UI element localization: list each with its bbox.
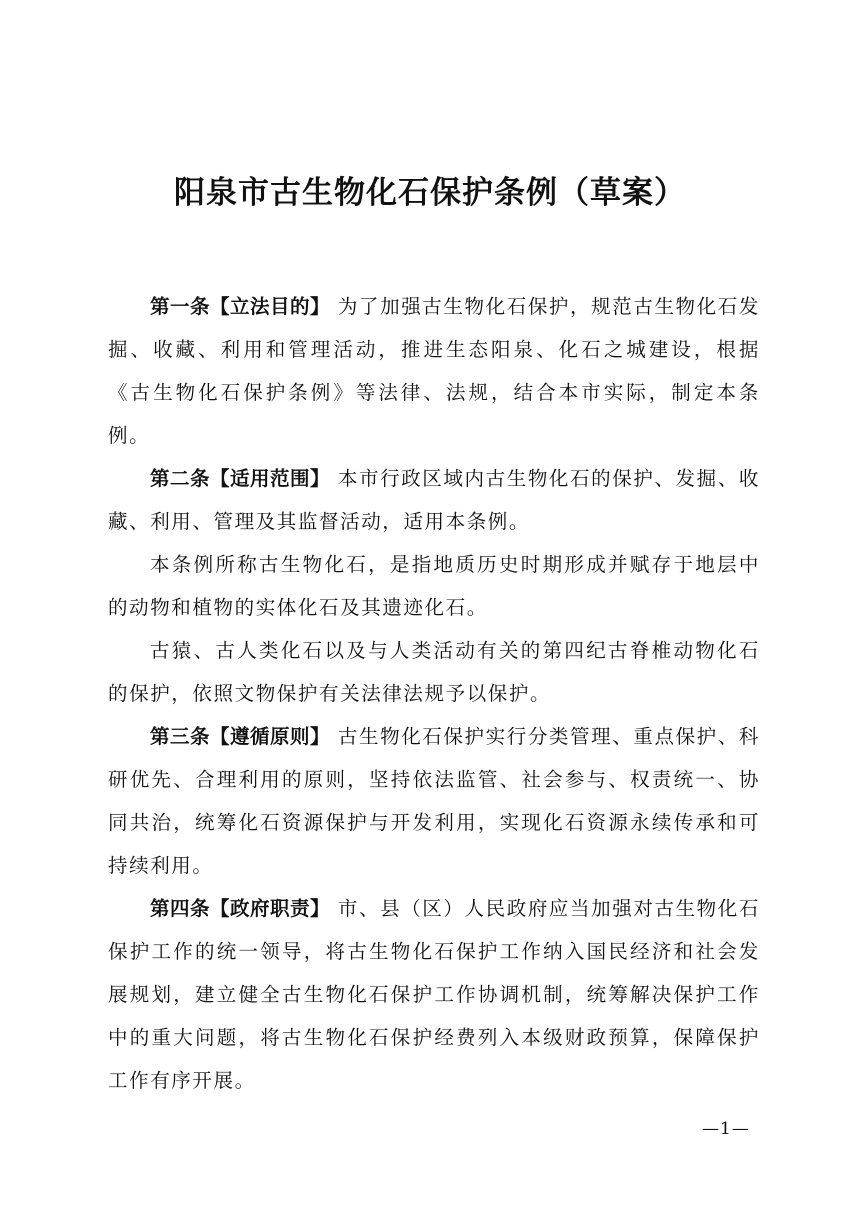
article-2-clause-3 (108, 629, 760, 715)
document-body (108, 285, 760, 1102)
article-2-clause-3-text: 古猿、古人类化石以及与人类活动有关的第四纪古脊椎动物化石的保护，依照文物保护有关法律法规予以保护。 (108, 639, 760, 705)
page-number: —1— (702, 1119, 750, 1139)
article-4-paragraph (108, 887, 760, 1102)
article-4-text: 市、县（区）人民政府应当加强对古生物化石保护工作的统一领导，将古生物化石保护工作纳入国民经济和社会发展规划，建立健全古生物化石保护工作协调机制，统筹解决保护工作中的重大问题，将古生物化石保护经费列入本级财政预算，保障保护工作有序开展。 (108, 897, 760, 1092)
article-3-heading: 第三条【遵循原则】 (150, 725, 331, 748)
article-1-text: 为了加强古生物化石保护，规范古生物化石发掘、收藏、利用和管理活动，推进生态阳泉、化石之城建设，根据《古生物化石保护条例》等法律、法规，结合本市实际，制定本条例。 (108, 295, 760, 447)
article-4-heading: 第四条【政府职责】 (150, 897, 331, 920)
article-2-text: 本市行政区域内古生物化石的保护、发掘、收藏、利用、管理及其监督活动，适用本条例。 (108, 467, 760, 533)
article-2-clause-2-text: 本条例所称古生物化石，是指地质历史时期形成并赋存于地层中的动物和植物的实体化石及其遗迹化石。 (108, 553, 760, 619)
article-1-paragraph (108, 285, 760, 457)
document-title: 阳泉市古生物化石保护条例（草案） (174, 175, 686, 211)
article-2-paragraph (108, 457, 760, 543)
article-3-paragraph (108, 715, 760, 887)
article-2-clause-2 (108, 543, 760, 629)
article-3-text: 古生物化石保护实行分类管理、重点保护、科研优先、合理利用的原则，坚持依法监管、社会参与、权责统一、协同共治，统筹化石资源保护与开发利用，实现化石资源永续传承和可持续利用。 (108, 725, 760, 877)
article-2-heading: 第二条【适用范围】 (150, 467, 331, 490)
article-1-heading: 第一条【立法目的】 (150, 295, 331, 318)
